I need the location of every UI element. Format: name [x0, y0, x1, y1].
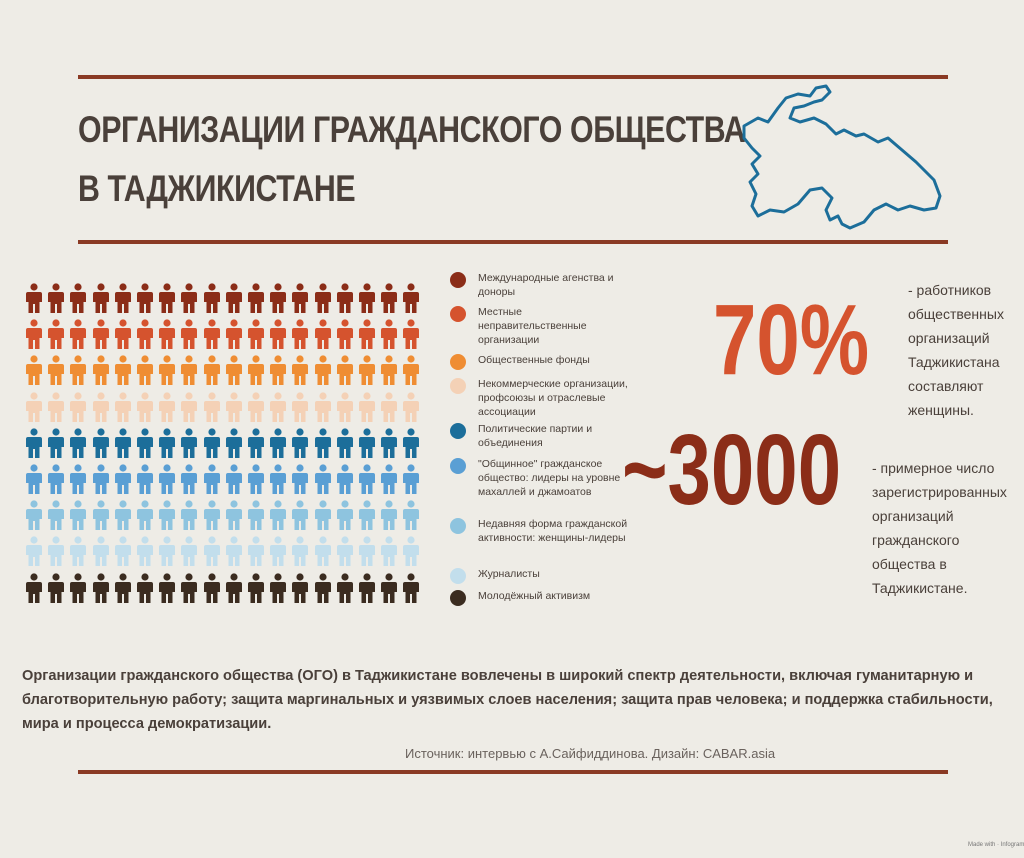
- person-icon: [335, 500, 355, 530]
- person-icon: [379, 536, 399, 566]
- person-icon: [113, 573, 133, 603]
- person-icon: [224, 392, 244, 422]
- person-icon: [46, 428, 66, 458]
- person-icon: [157, 283, 177, 313]
- person-icon: [224, 283, 244, 313]
- person-icon: [290, 536, 310, 566]
- person-icon: [24, 355, 44, 385]
- person-icon: [335, 464, 355, 494]
- person-icon: [401, 573, 421, 603]
- legend-swatch: [450, 518, 466, 534]
- legend-swatch: [450, 458, 466, 474]
- person-icon: [135, 355, 155, 385]
- women-percent-value: 70%: [713, 284, 870, 396]
- person-icon: [357, 500, 377, 530]
- caption-line: составляют: [908, 378, 984, 394]
- person-icon: [379, 500, 399, 530]
- person-icon: [135, 428, 155, 458]
- person-icon: [335, 573, 355, 603]
- person-icon: [379, 355, 399, 385]
- person-icon: [224, 355, 244, 385]
- person-icon: [113, 536, 133, 566]
- person-icon: [135, 536, 155, 566]
- person-icon: [157, 464, 177, 494]
- description-paragraph: Организации гражданского общества (ОГО) в Таджикистане вовлечены в широкий спектр деятельности, включая гуманитарную и благотворительную работу; защита маргинальных и уязвимых слоев населения; защита прав человека; и поддержка стабильности, мира и процесса демократизации.: [22, 668, 993, 732]
- person-icon: [379, 392, 399, 422]
- person-icon: [224, 500, 244, 530]
- person-icon: [91, 500, 111, 530]
- legend-label: Международные агенства и доноры: [478, 272, 614, 298]
- person-icon: [46, 536, 66, 566]
- title-line-1: ОРГАНИЗАЦИИ ГРАЖДАНСКОГО ОБЩЕСТВА: [78, 109, 746, 150]
- caption-line: - работников: [908, 282, 992, 298]
- person-icon: [91, 355, 111, 385]
- person-icon: [68, 355, 88, 385]
- person-icon: [68, 573, 88, 603]
- person-icon: [46, 573, 66, 603]
- legend-swatch: [450, 354, 466, 370]
- person-icon: [46, 500, 66, 530]
- person-icon: [357, 464, 377, 494]
- person-icon: [357, 573, 377, 603]
- person-icon: [179, 464, 199, 494]
- person-icon: [357, 536, 377, 566]
- person-icon: [202, 536, 222, 566]
- person-icon: [335, 355, 355, 385]
- person-icon: [91, 464, 111, 494]
- person-icon: [268, 500, 288, 530]
- caption-line: женщины.: [908, 402, 974, 418]
- person-icon: [68, 319, 88, 349]
- person-icon: [379, 464, 399, 494]
- person-icon: [290, 319, 310, 349]
- person-icon: [91, 428, 111, 458]
- person-icon: [68, 464, 88, 494]
- person-icon: [24, 319, 44, 349]
- person-icon: [135, 392, 155, 422]
- person-icon: [179, 428, 199, 458]
- person-icon: [290, 573, 310, 603]
- legend-label: Недавняя форма гражданской активности: женщины-лидеры: [478, 518, 628, 544]
- person-icon: [46, 355, 66, 385]
- person-icon: [401, 392, 421, 422]
- caption-line: Таджикистане.: [872, 580, 968, 596]
- person-icon: [46, 464, 66, 494]
- person-icon: [268, 428, 288, 458]
- person-icon: [24, 573, 44, 603]
- person-icon: [202, 573, 222, 603]
- footer-credit: Made with · Infogram: [968, 842, 1024, 848]
- person-icon: [224, 536, 244, 566]
- person-icon: [290, 464, 310, 494]
- person-icon: [91, 392, 111, 422]
- legend-label: Журналисты: [478, 568, 540, 580]
- person-icon: [135, 283, 155, 313]
- person-icon: [379, 283, 399, 313]
- caption-line: Таджикистана: [908, 354, 1000, 370]
- person-icon: [24, 392, 44, 422]
- person-icon: [157, 500, 177, 530]
- person-icon: [401, 500, 421, 530]
- person-icon: [401, 464, 421, 494]
- person-icon: [246, 283, 266, 313]
- person-icon: [224, 428, 244, 458]
- person-icon: [113, 392, 133, 422]
- person-icon: [24, 428, 44, 458]
- person-icon: [268, 464, 288, 494]
- person-icon: [246, 355, 266, 385]
- person-icon: [313, 536, 333, 566]
- person-icon: [202, 500, 222, 530]
- person-icon: [113, 428, 133, 458]
- person-icon: [357, 392, 377, 422]
- person-icon: [246, 500, 266, 530]
- person-icon: [135, 573, 155, 603]
- person-icon: [313, 355, 333, 385]
- person-icon: [357, 428, 377, 458]
- person-icon: [179, 355, 199, 385]
- person-icon: [379, 319, 399, 349]
- person-icon: [379, 573, 399, 603]
- person-icon: [157, 355, 177, 385]
- person-icon: [401, 283, 421, 313]
- person-icon: [357, 283, 377, 313]
- person-icon: [401, 319, 421, 349]
- caption-line: - примерное число: [872, 460, 995, 476]
- legend-label: Общественные фонды: [478, 354, 590, 366]
- legend-swatch: [450, 272, 466, 288]
- person-icon: [335, 428, 355, 458]
- legend-swatch: [450, 423, 466, 439]
- person-icon: [179, 319, 199, 349]
- person-icon: [68, 392, 88, 422]
- bottom-rule: [78, 770, 948, 774]
- person-icon: [91, 283, 111, 313]
- caption-line: общественных: [908, 306, 1004, 322]
- caption-line: зарегистрированных: [872, 484, 1007, 500]
- person-icon: [179, 573, 199, 603]
- person-icon: [68, 536, 88, 566]
- legend-swatch: [450, 590, 466, 606]
- person-icon: [224, 573, 244, 603]
- person-icon: [135, 319, 155, 349]
- person-icon: [202, 428, 222, 458]
- person-icon: [246, 428, 266, 458]
- person-icon: [202, 355, 222, 385]
- person-icon: [68, 428, 88, 458]
- header-bottom-rule: [78, 240, 948, 244]
- person-icon: [313, 283, 333, 313]
- person-icon: [157, 536, 177, 566]
- person-icon: [135, 464, 155, 494]
- person-icon: [246, 464, 266, 494]
- person-icon: [157, 428, 177, 458]
- person-icon: [202, 464, 222, 494]
- person-icon: [157, 319, 177, 349]
- person-icon: [246, 319, 266, 349]
- person-icon: [135, 500, 155, 530]
- caption-line: организаций: [872, 508, 954, 524]
- person-icon: [379, 428, 399, 458]
- person-icon: [24, 500, 44, 530]
- caption-line: гражданского: [872, 532, 960, 548]
- person-icon: [268, 536, 288, 566]
- legend-label: Некоммерческие организации, профсоюзы и отраслевые ассоциации: [478, 378, 628, 418]
- person-icon: [202, 319, 222, 349]
- person-icon: [246, 392, 266, 422]
- person-icon: [268, 573, 288, 603]
- person-icon: [91, 319, 111, 349]
- organizations-count-value: ~3000: [622, 414, 842, 526]
- source-note: Источник: интервью с А.Сайфиддинова. Дизайн: CABAR.asia: [405, 746, 776, 761]
- legend-swatch: [450, 306, 466, 322]
- person-icon: [246, 573, 266, 603]
- person-icon: [313, 392, 333, 422]
- person-icon: [179, 283, 199, 313]
- person-icon: [24, 464, 44, 494]
- person-icon: [113, 283, 133, 313]
- person-icon: [179, 392, 199, 422]
- person-icon: [290, 428, 310, 458]
- person-icon: [313, 464, 333, 494]
- person-icon: [268, 392, 288, 422]
- person-icon: [179, 500, 199, 530]
- person-icon: [202, 392, 222, 422]
- legend-label: Молодёжный активизм: [478, 590, 591, 602]
- person-icon: [91, 536, 111, 566]
- organizations-count-caption: [872, 456, 1007, 600]
- person-icon: [91, 573, 111, 603]
- person-icon: [246, 536, 266, 566]
- person-icon: [157, 392, 177, 422]
- person-icon: [335, 319, 355, 349]
- person-icon: [224, 464, 244, 494]
- person-icon: [46, 319, 66, 349]
- person-icon: [68, 283, 88, 313]
- person-icon: [157, 573, 177, 603]
- legend-label: "Общинное" гражданское общество: лидеры на уровне махаллей и джамоатов: [478, 458, 621, 498]
- person-icon: [313, 319, 333, 349]
- legend-label: Местные неправительственные организации: [478, 306, 587, 346]
- person-icon: [290, 355, 310, 385]
- women-percent-caption: [908, 278, 1004, 422]
- page-title: [78, 100, 745, 218]
- legend-swatch: [450, 568, 466, 584]
- person-icon: [290, 283, 310, 313]
- person-icon: [113, 500, 133, 530]
- person-icon: [24, 283, 44, 313]
- person-icon: [113, 355, 133, 385]
- person-icon: [335, 392, 355, 422]
- person-icon: [313, 573, 333, 603]
- person-icon: [46, 283, 66, 313]
- person-icon: [313, 500, 333, 530]
- person-icon: [179, 536, 199, 566]
- person-icon: [335, 283, 355, 313]
- person-icon: [335, 536, 355, 566]
- person-icon: [357, 319, 377, 349]
- person-icon: [357, 355, 377, 385]
- legend-label: Политические партии и объединения: [478, 423, 593, 449]
- person-icon: [401, 428, 421, 458]
- person-icon: [113, 319, 133, 349]
- person-icon: [268, 355, 288, 385]
- title-line-2: В ТАДЖИКИСТАНЕ: [78, 168, 356, 209]
- person-icon: [268, 319, 288, 349]
- person-icon: [401, 355, 421, 385]
- person-icon: [24, 536, 44, 566]
- tajikistan-map-icon: [738, 78, 948, 238]
- caption-line: общества в: [872, 556, 947, 572]
- caption-line: организаций: [908, 330, 990, 346]
- person-icon: [290, 500, 310, 530]
- person-icon: [313, 428, 333, 458]
- person-icon: [68, 500, 88, 530]
- legend-swatch: [450, 378, 466, 394]
- person-icon: [46, 392, 66, 422]
- person-icon: [113, 464, 133, 494]
- person-icon: [202, 283, 222, 313]
- person-icon: [268, 283, 288, 313]
- person-icon: [401, 536, 421, 566]
- person-icon: [224, 319, 244, 349]
- person-icon: [290, 392, 310, 422]
